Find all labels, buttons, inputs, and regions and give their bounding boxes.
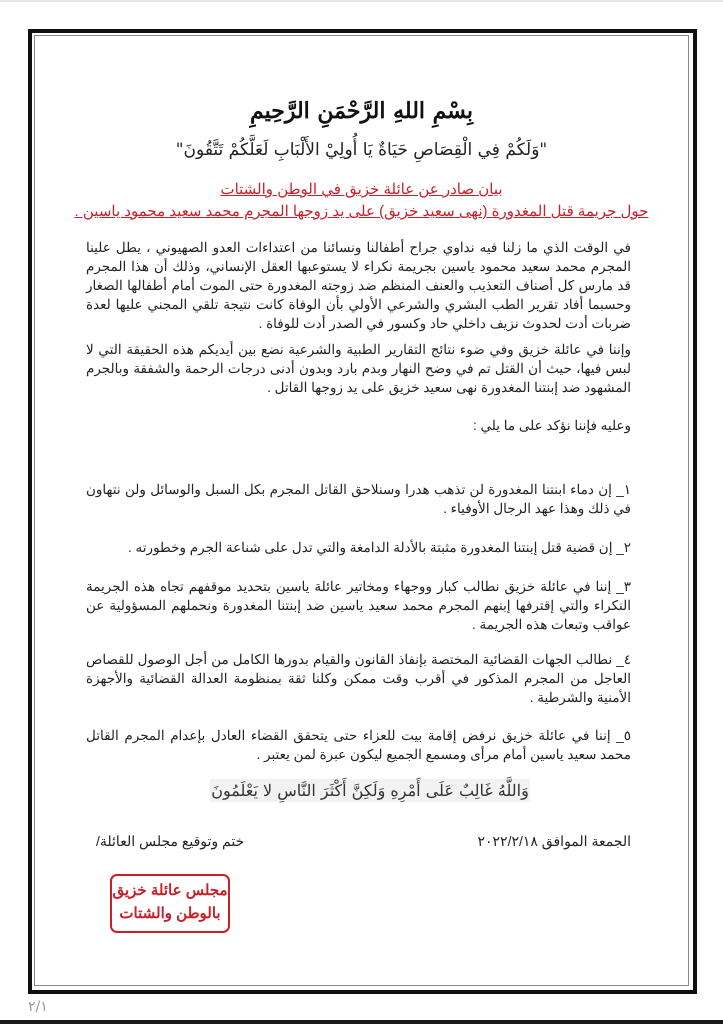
signature-line: ختم وتوقيع مجلس العائلة/ xyxy=(96,833,245,849)
paragraph-intro: في الوقت الذي ما زلنا فيه نداوي جراح أطفالنا ونسائنا من اعتداءات العدو الصهيوني ، يطل علينا المجرم محمد سعيد محمود ياسين بجريمة نكراء لا يستوعبها العقل الإنساني، وذلك أن هذا المجرم قد مارس كل أصناف التعذيب والعنف المنظم ضد زوجته المغدورة حتى الموت أمام أطفالها الصغار وحسبما أفاد تقرير الطب البشري والشرعي الأولي بأن الوفاة كانت نتيجة تلقي المجني عليها لعدة ضربات أدت لحدوث نزيف داخلي حاد وكسور في الصدر أدت للوفاة . xyxy=(86,240,631,331)
statement-subtitle: حول جريمة قتل المغدورة (نهى سعيد خزيق) على يد زوجها المجرم محمد سعيد محمود ياسين . xyxy=(74,203,649,220)
page-number: ٢/١ xyxy=(28,999,48,1015)
paragraph-affirm: وعليه فإننا نؤكد على ما يلي : xyxy=(473,418,631,433)
document-page xyxy=(40,40,683,980)
statement-title: بيان صادر عن عائلة خزيق في الوطن والشتات xyxy=(220,181,503,198)
stamp-line-1: مجلس عائلة خزيق xyxy=(112,882,228,899)
opening-verse: "وَلَكُمْ فِي الْقِصَاصِ حَيَاةٌ يَا أُولِيْ الأَلْبَابِ لَعَلَّكُمْ تَتَّقُونَ" xyxy=(175,140,548,160)
stamp-line-2: بالوطن والشتات xyxy=(119,905,221,922)
closing-verse: وَاللَّهُ غَالِبٌ عَلَى أَمْرِهِ وَلَكِنَّ أَكْثَرَ النَّاسِ لا يَعْلَمُونَ xyxy=(211,781,529,800)
bottom-edge xyxy=(0,1020,723,1024)
list-item-3: ٣_ إننا في عائلة خزيق نطالب كبار ووجهاء ومخاتير عائلة ياسين بتحديد موقفهم تجاه هذه الجريمة النكراء والتي إقترفها إبنهم المجرم محمد سعيد ياسين ضد إبنتنا المغدورة ونحملهم المسؤولية عن عواقب وتبعات هذه الجريمة . xyxy=(86,579,631,632)
list-item-5: ٥_ إننا في عائلة خزيق نرفض إقامة بيت للعزاء حتى يتحقق القضاء العادل بإعدام المجرم القاتل محمد سعيد ياسين أمام مرأى ومسمع الجميع ليكون عبرة لمن يعتبر . xyxy=(86,728,631,762)
date-line: الجمعة الموافق ٢٠٢٢/٢/١٨ xyxy=(477,833,631,849)
list-item-4: ٤_ نطالب الجهات القضائية المختصة بإنفاذ القانون والقيام بدورها الكامل من أجل الوصول للقصاص العاجل من المجرم المذكور في أقرب وقت ممكن وكلنا ثقة بمنظومة العدالة القضائية والأجهزة الأمنية والشرطية . xyxy=(86,652,631,705)
family-council-stamp xyxy=(110,874,230,933)
list-item-2: ٢_ إن قضية قتل إبنتنا المغدورة مثبتة بالأدلة الدامغة والتي تدل على شناعة الجرم وخطورته . xyxy=(128,540,631,555)
paragraph-findings: وإننا في عائلة خزيق وفي ضوء نتائج التقارير الطبية والشرعية نضع بين أيديكم هذه الحقيقة التي لا لبس فيها، حيث أن القتل تم في وضح النهار وبدم بارد وبدون أدنى درجات الرحمة والشفقة وبالجرم المشهود ضد إبنتنا المغدورة نهى سعيد خزيق على يد زوجها القاتل . xyxy=(86,342,631,395)
list-item-1: ١_ إن دماء ابنتنا المغدورة لن تذهب هدرا وسنلاحق القاتل المجرم بكل السبل والوسائل ولن نتهاون في ذلك وهذا عهد الرجال الأوفياء . xyxy=(86,482,631,516)
top-edge xyxy=(0,0,723,2)
basmala: بِسْمِ اللهِ الرَّحْمَنِ الرَّحِيمِ xyxy=(249,98,474,124)
